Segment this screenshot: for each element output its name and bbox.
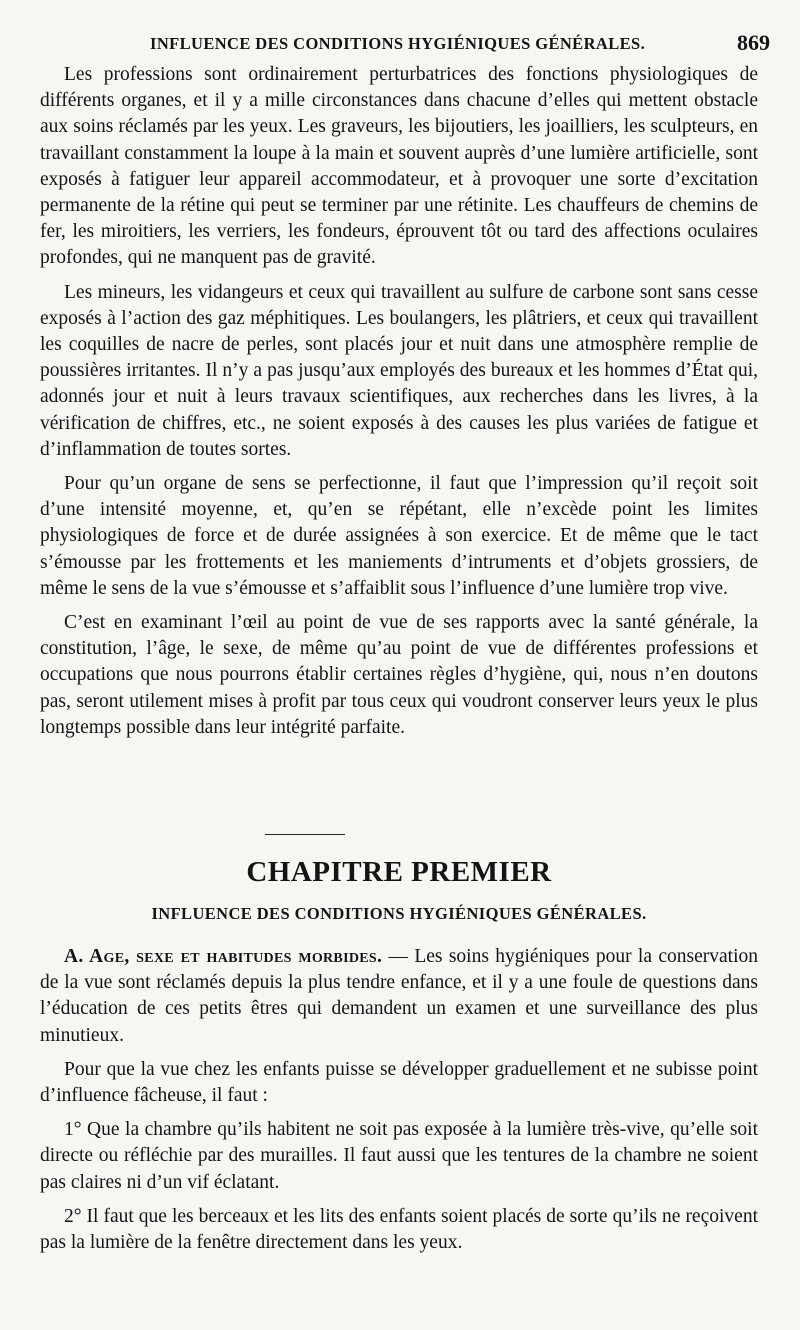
running-title: INFLUENCE DES CONDITIONS HYGIÉNIQUES GÉNÉRALES. — [150, 34, 646, 53]
page-number: 869 — [737, 30, 770, 55]
section-title: INFLUENCE DES CONDITIONS HYGIÉNIQUES GÉNÉRALES. — [151, 904, 647, 923]
paragraph-mineurs: Les mineurs, les vidangeurs et ceux qui travaillent au sulfure de carbone sont sans cesse exposés à l’action des gaz méphitiques. Les boulangers, les plâtriers, et ceux qui travaillent les coquilles de nacre de perles, sont placés jour et nuit dans une atmosphère remplie de poussières irritantes. Il n’y a pas jusqu’aux employés des bureaux et les hommes d’État qui, adonnés jour et nuit à leurs travaux scientifiques, aux recherches dans les livres, à la vérification de chiffres, etc., ne soient exposés à des causes les plus variées de fatigue et d’inflammation de toutes sortes. — [40, 281, 758, 460]
paragraph-professions: Les professions sont ordinairement perturbatrices des fonctions physiologiques de différents organes, et il y a mille circonstances dans chacune d’elles qui mettent obstacle aux soins réclamés par les yeux. Les graveurs, les bijoutiers, les joailliers, les sculpteurs, en travaillant constamment la loupe à la main et souvent auprès d’une lumière artificielle, sont exposés à fatiguer leur appareil accommodateur, et à provoquer une sorte d’excitation permanente de la rétine qui peut se terminer par une rétinite. Les chauffeurs de chemins de fer, les miroitiers, les verriers, les fondeurs, éprouvent tôt ou tard des affections oculaires profondes, qui ne manquent pas de gravité. — [40, 64, 758, 269]
paragraph-age-sexe-text: — Les soins hygiéniques pour la conservation de la vue sont réclamés depuis la plus tendre enfance, et il y a une foule de questions dans l’éducation de ces petits êtres qui demandent un examen et une surveillance des plus minutieux. — [40, 946, 758, 1046]
subsection-heading: A. Age, sexe et habitudes morbides. — [64, 946, 383, 967]
paragraph-examen-oeil: C’est en examinant l’œil au point de vue de ses rapports avec la santé générale, la constitution, l’âge, le sexe, de même qu’au point de vue de différentes professions et occupations que nous pourrons établir certaines règles d’hygiène, qui, nous n’en doutons pas, seront utilement mises à profit par tous ceux qui voudront conserver leurs yeux le plus longtemps possible dans leur intégrité parfaite. — [40, 612, 758, 738]
section-divider — [265, 834, 345, 835]
chapter-title: CHAPITRE PREMIER — [246, 856, 552, 888]
body-text — [40, 62, 758, 749]
paragraph-organe-de-sens: Pour qu’un organe de sens se perfectionne, il faut que l’impression qu’il reçoit soit d’une intensité moyenne, et, qu’en se répétant, elle n’excède point les limites physiologiques de force et de durée assignées à son exercice. Et de même que le tact s’émousse par les frottements et les maniements d’intruments et d’objets grossiers, de même le sens de la vue s’émousse et s’affaiblit sous l’influence d’une lumière trop vive. — [40, 473, 758, 599]
paragraph-rule-1: 1° Que la chambre qu’ils habitent ne soit pas exposée à la lumière très-vive, qu’elle soit directe ou réfléchie par des murailles. Il faut aussi que les tentures de la chambre ne soient pas claires ni d’un vif éclatant. — [40, 1119, 758, 1193]
running-head — [40, 30, 770, 58]
paragraph-rule-2: 2° Il faut que les berceaux et les lits des enfants soient placés de sorte qu’ils ne reçoivent pas la lumière de la fenêtre directement dans les yeux. — [40, 1205, 758, 1254]
paragraph-vue-enfants: Pour que la vue chez les enfants puisse se développer graduellement et ne subisse point d’influence fâcheuse, il faut : — [40, 1058, 758, 1107]
chapter-text — [40, 944, 758, 1264]
paragraph-age-sexe — [40, 944, 758, 1049]
